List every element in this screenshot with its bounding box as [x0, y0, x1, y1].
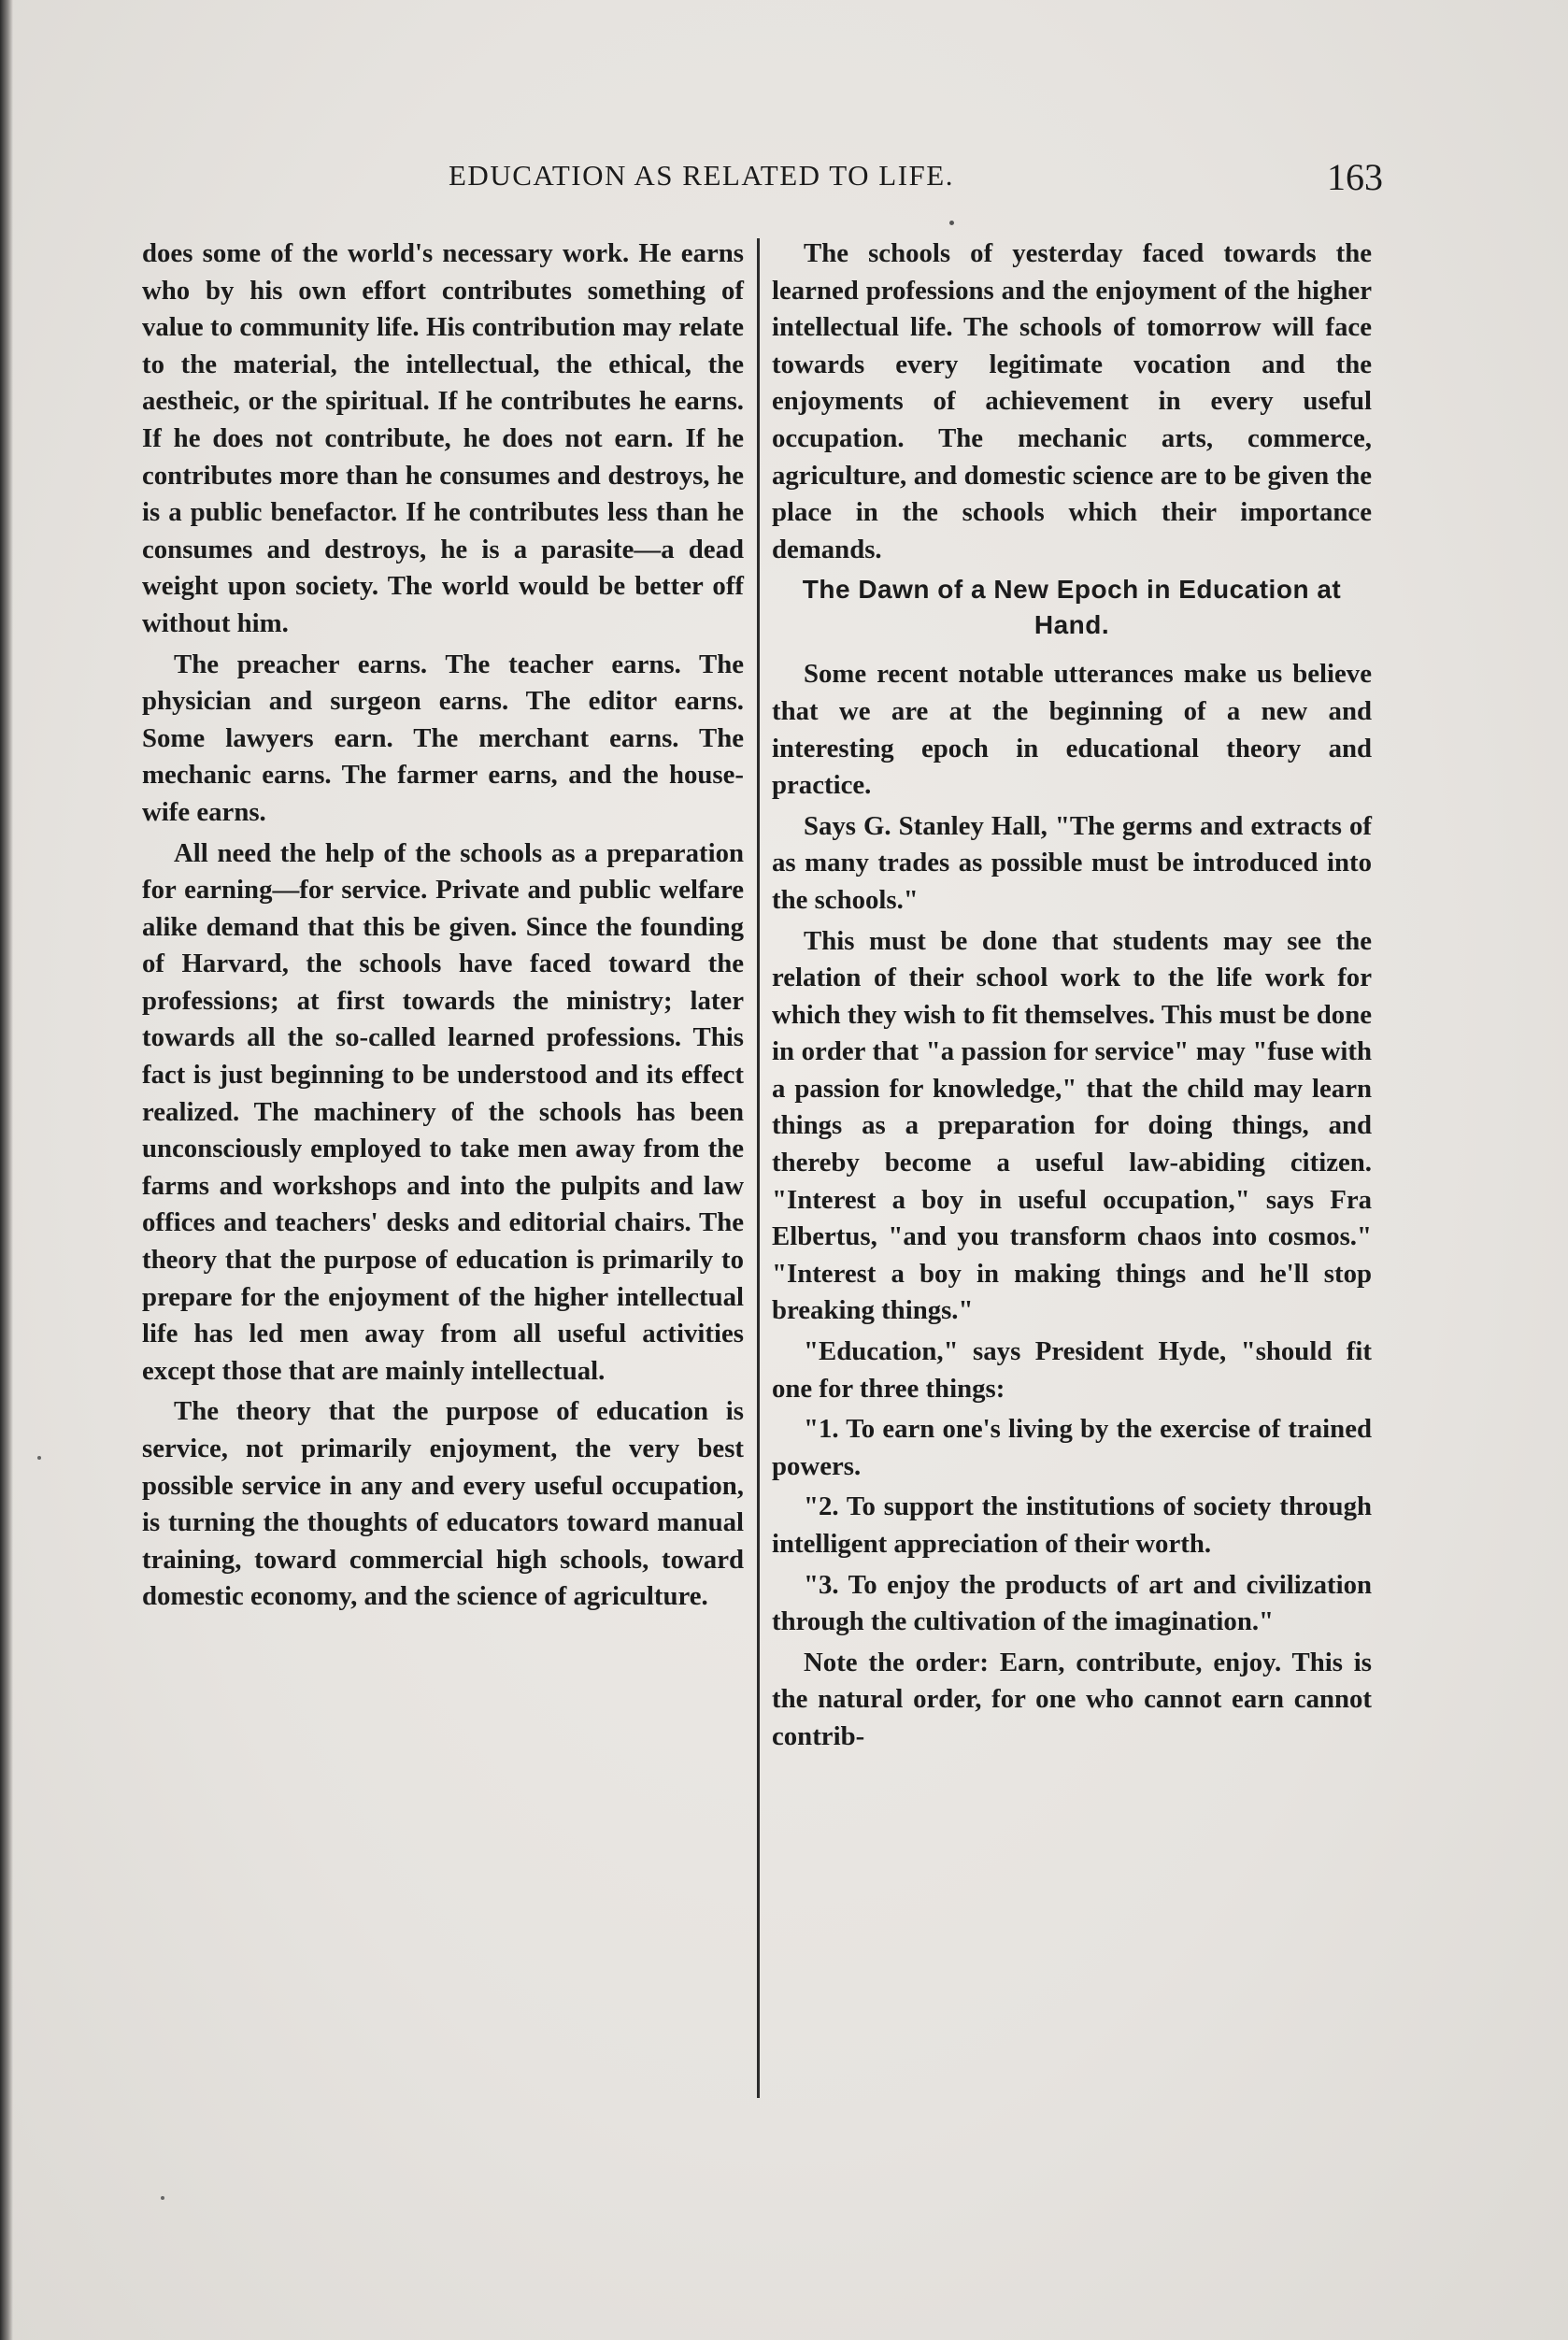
left-column [142, 235, 744, 1619]
paragraph: Says G. Stanley Hall, "The germs and extracts of as many trades as possible must be introduced into the schools." [772, 810, 1372, 915]
page-header [140, 151, 1383, 207]
right-column [772, 235, 1372, 1760]
page-binding-shadow [0, 0, 13, 2340]
print-speck [949, 221, 954, 225]
paragraph: All need the help of the schools as a preparation for earning—for service. Private and public welfare alike demand that this be given. Since the founding of Harvard, the schools have faced toward the professions; at first towards the ministry; later towards all the so-called learned professions. This fact is just beginning to be understood and its effect realized. The machinery of the schools has been unconsciously employed to take men away from the farms and workshops and into the pulpits and law offices and teachers' desks and editorial chairs. The theory that the purpose of education is primarily to prepare for the enjoyment of the higher intellectual life has led men away from all useful activities except those that are mainly intellectual. [142, 837, 744, 1386]
paragraph: This must be done that students may see the relation of their school work to the life work for which they wish to fit themselves. This must be done in order that "a passion for service" may "fuse with a passion for knowledge," that the child may learn things as a preparation for doing things, and thereby become a useful law-abiding citizen. "Interest a boy in useful occupation," says Fra Elbertus, "and you transform chaos into cosmos." "Interest a boy in making things and he'll stop breaking things." [772, 925, 1372, 1326]
paragraph: The theory that the purpose of education is service, not primarily enjoyment, the very best possible service in any and every useful occupation, is turning the thoughts of educators toward manual training, toward commercial high schools, toward domestic economy, and the science of agriculture. [142, 1396, 744, 1612]
print-speck [161, 2196, 164, 2200]
running-head: EDUCATION AS RELATED TO LIFE. [449, 159, 954, 192]
print-speck [37, 1456, 41, 1460]
paragraph: does some of the world's necessary work. He earns who by his own effort contributes something of value to community life. His contribution may relate to the material, the intellectual, the ethical, the aestheic, or the spiritual. If he contributes he earns. If he does not contribute, he does not earn. If he contributes more than he consumes and destroys, he is a public benefactor. If he contributes less than he consumes and destroys, he is a parasite—a dead weight upon society. The world would be better off without him. [142, 238, 744, 638]
section-heading: The Dawn of a New Epoch in Education at Hand. [802, 575, 1342, 640]
paragraph: "1. To earn one's living by the exercise of trained powers. [772, 1414, 1372, 1481]
paragraph: The preacher earns. The teacher earns. The physician and surgeon earns. The editor earns. Some lawyers earn. The merchant earns. The mechanic earns. The farmer earns, and the house-wife earns. [142, 649, 744, 827]
paragraph: "Education," says President Hyde, "should fit one for three things: [772, 1336, 1372, 1404]
page-number: 163 [1327, 156, 1383, 198]
paragraph: "3. To enjoy the products of art and civilization through the cultivation of the imagination." [772, 1569, 1372, 1637]
paragraph: "2. To support the institutions of society through intelligent appreciation of their worth. [772, 1491, 1372, 1559]
paragraph: The schools of yesterday faced towards the learned professions and the enjoyment of the higher intellectual life. The schools of tomorrow will face towards every legitimate vocation and the enjoyments of achievement in every useful occupation. The mechanic arts, commerce, agriculture, and domestic science are to be given the place in the schools which their importance demands. [772, 238, 1372, 564]
paragraph: Note the order: Earn, contribute, enjoy. This is the natural order, for one who cannot earn cannot contrib- [772, 1647, 1372, 1751]
paragraph: Some recent notable utterances make us believe that we are at the beginning of a new and interesting epoch in educational theory and practice. [772, 659, 1372, 801]
column-divider [757, 238, 760, 2098]
